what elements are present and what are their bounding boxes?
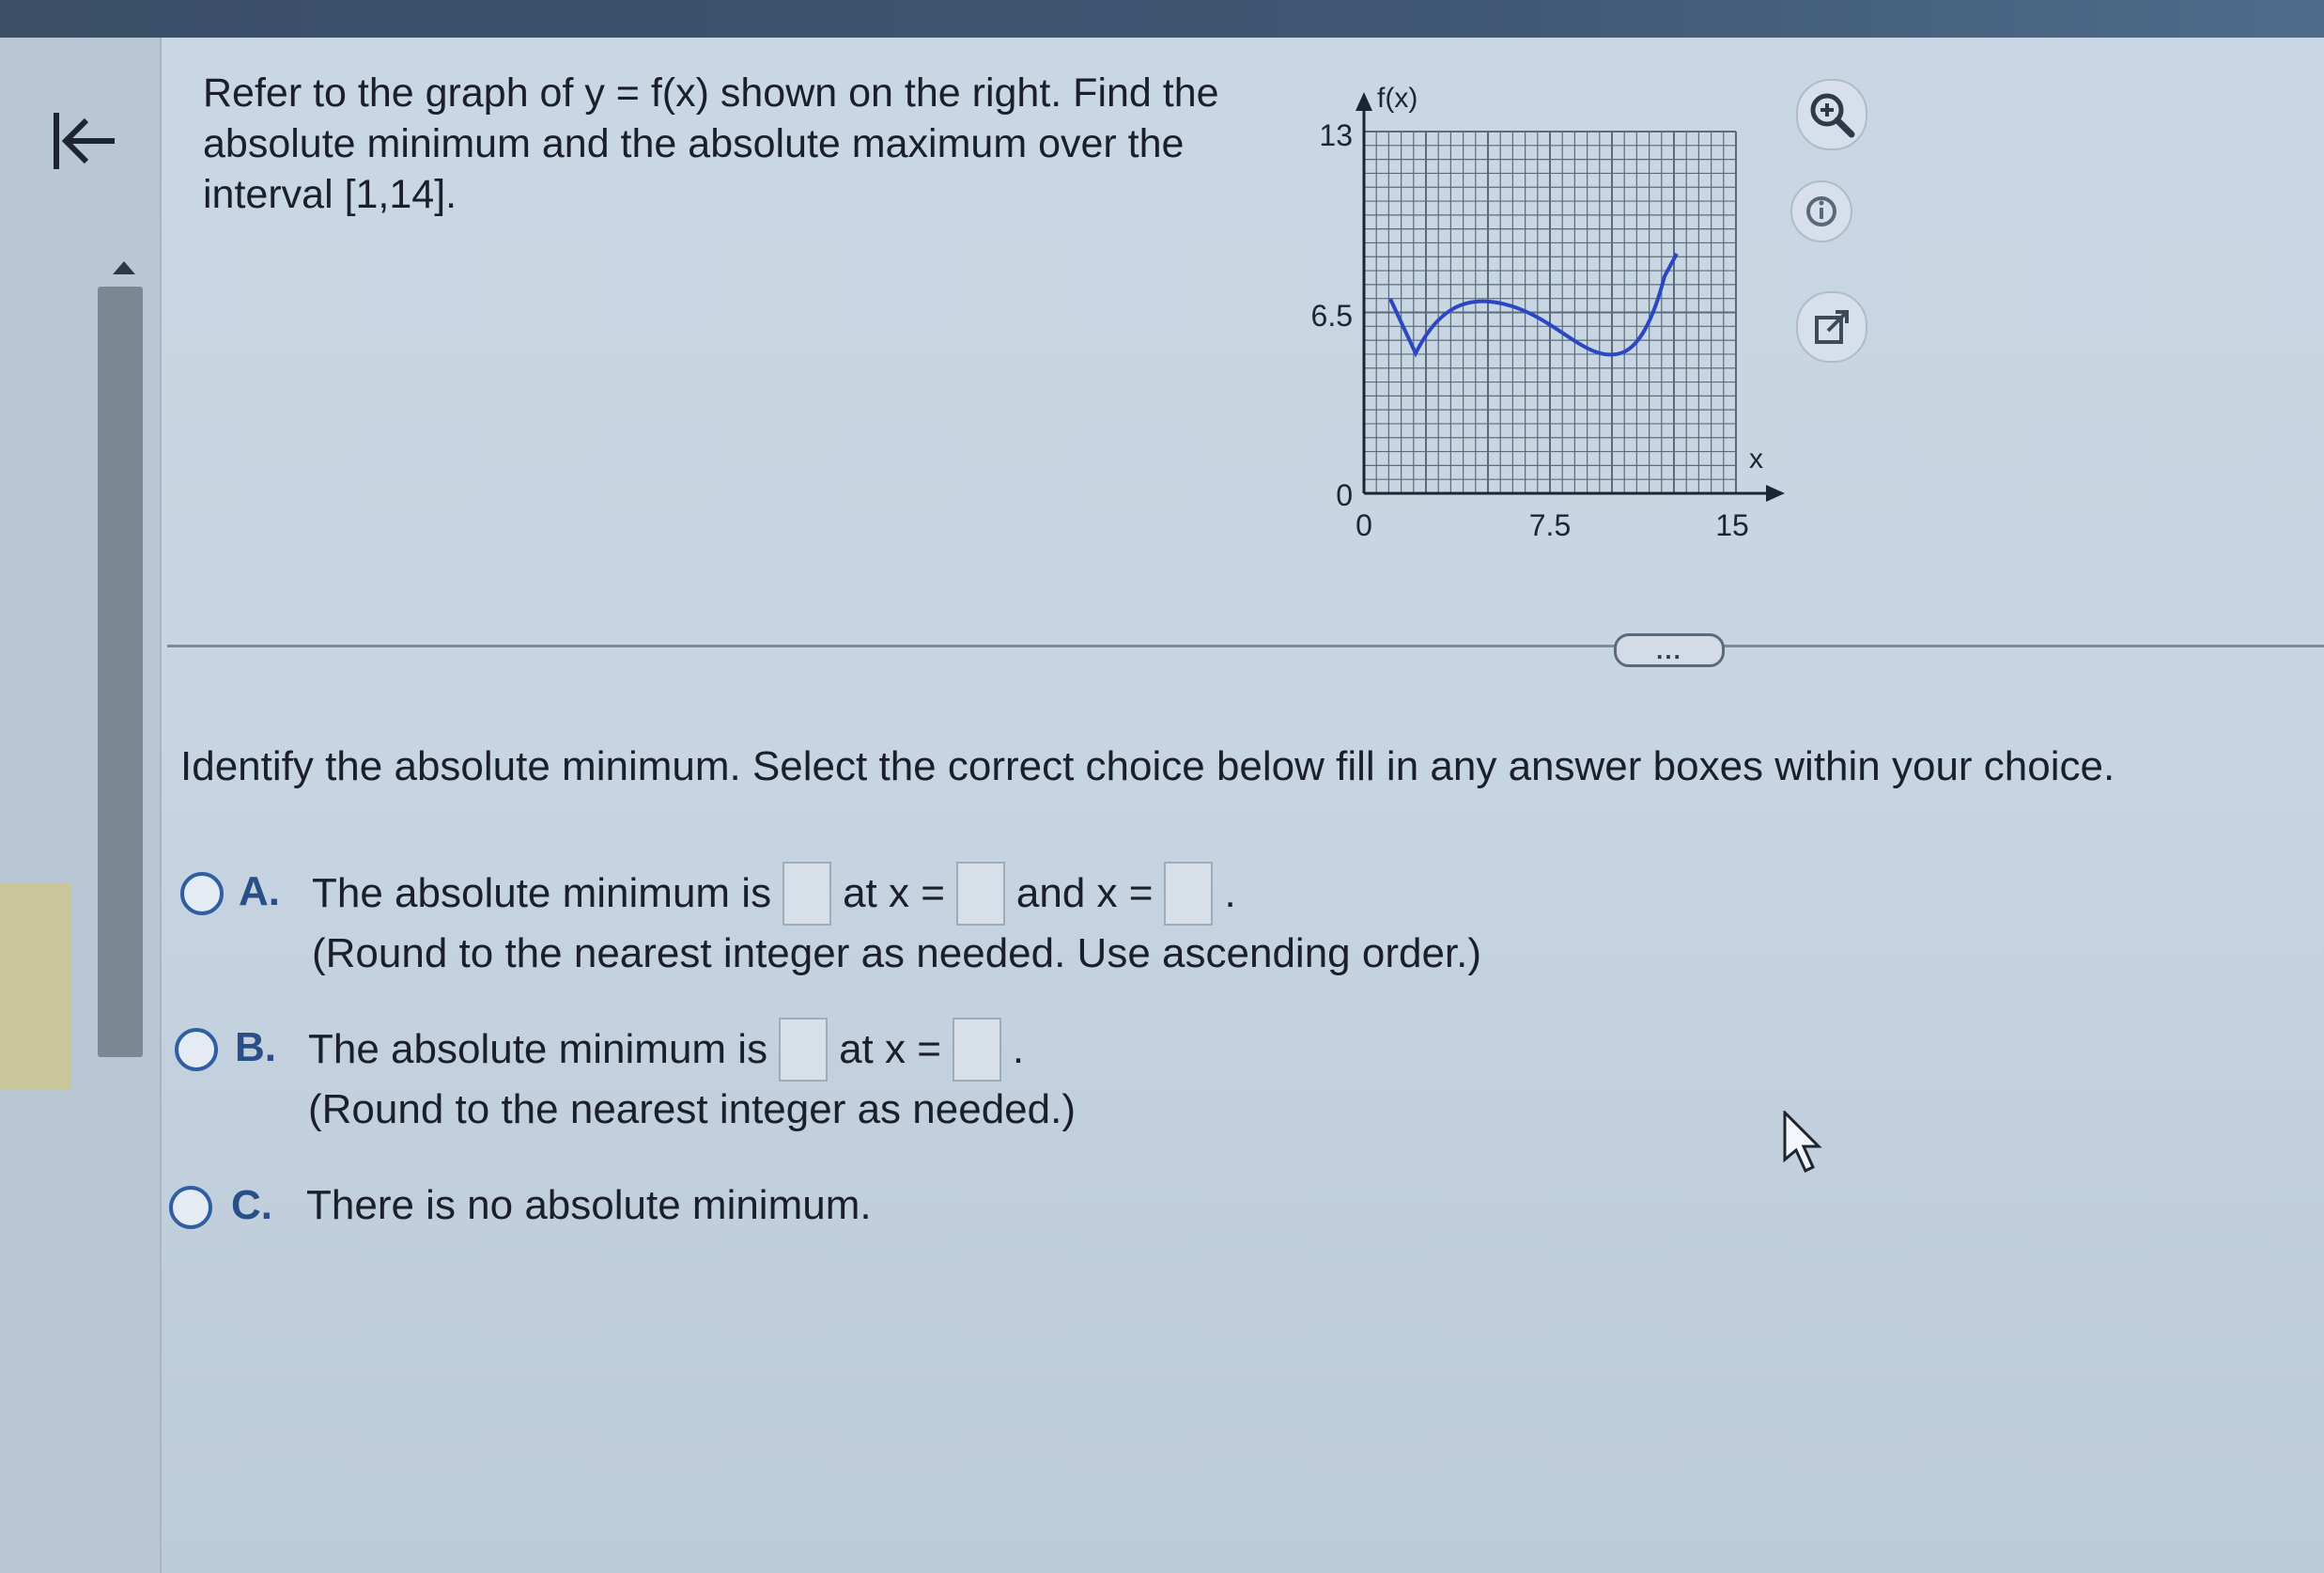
- choice-b-period: .: [1012, 1026, 1025, 1072]
- progress-highlight: [0, 883, 70, 1090]
- x-axis-label: x: [1749, 444, 1763, 475]
- zoom-button[interactable]: [1796, 79, 1867, 150]
- choice-b-text-1: The absolute minimum is: [308, 1026, 768, 1072]
- collapse-panel-button[interactable]: [38, 94, 132, 188]
- choice-b-text-2: at x =: [839, 1026, 941, 1072]
- question-line-1: Refer to the graph of y = f(x) shown on the right. Find the: [203, 70, 1219, 116]
- choice-a-period: .: [1224, 870, 1236, 916]
- zoom-in-icon: [1806, 89, 1857, 140]
- choice-c-radio[interactable]: [169, 1186, 212, 1229]
- y-tick-0: 0: [1336, 478, 1353, 512]
- info-icon: [1803, 193, 1840, 230]
- choice-b-note: (Round to the nearest integer as needed.): [308, 1086, 1076, 1132]
- x-axis-arrow: [1766, 485, 1785, 502]
- function-graph: [1287, 75, 1813, 564]
- choice-b-line: [308, 1018, 1024, 1082]
- y-tick-13: 13: [1319, 118, 1353, 152]
- instruction-text: Identify the absolute minimum. Select the correct choice below fill in any answer boxes within your choice.: [180, 743, 2115, 789]
- choice-b-radio[interactable]: [175, 1028, 218, 1071]
- choice-a-note: (Round to the nearest integer as needed. Use ascending order.): [312, 930, 1482, 976]
- x-tick-0: 0: [1356, 508, 1372, 542]
- back-to-start-icon: [47, 103, 122, 179]
- choice-a-x2-input[interactable]: [1164, 862, 1213, 926]
- choice-c-text: There is no absolute minimum.: [306, 1182, 872, 1228]
- question-line-3: interval [1,14].: [203, 172, 457, 217]
- choice-c[interactable]: [162, 1178, 1289, 1238]
- question-line-2: absolute minimum and the absolute maximum over the: [203, 121, 1185, 166]
- choice-a-letter: A.: [239, 868, 280, 914]
- choice-a-text-1: The absolute minimum is: [312, 870, 772, 916]
- choice-a-line: [312, 862, 1236, 926]
- y-axis-label: f(x): [1377, 83, 1418, 114]
- choice-a-min-value-input[interactable]: [782, 862, 831, 926]
- choice-b-x-input[interactable]: [953, 1018, 1001, 1082]
- y-axis-arrow: [1356, 92, 1372, 111]
- graph-grid: [1364, 132, 1736, 493]
- choice-b-min-value-input[interactable]: [779, 1018, 828, 1082]
- more-button[interactable]: ...: [1614, 633, 1725, 667]
- top-bar: [0, 0, 2324, 38]
- choice-b[interactable]: [162, 1020, 1571, 1152]
- x-tick-7-5: 7.5: [1528, 508, 1572, 542]
- choice-b-letter: B.: [235, 1024, 276, 1070]
- choice-c-letter: C.: [231, 1182, 272, 1228]
- x-tick-15: 15: [1715, 508, 1749, 542]
- scrollbar-thumb[interactable]: [98, 287, 143, 1057]
- y-tick-6-5: 6.5: [1310, 299, 1353, 333]
- popout-button[interactable]: [1796, 291, 1867, 363]
- function-curve: [1390, 254, 1677, 354]
- help-button[interactable]: [1790, 180, 1852, 242]
- scroll-up-button[interactable]: [105, 254, 143, 282]
- triangle-up-icon: [113, 261, 135, 274]
- question-text: [203, 68, 1236, 220]
- mouse-pointer-icon: [1781, 1111, 1828, 1176]
- choice-a-text-3: and x =: [1015, 870, 1154, 916]
- choice-a-text-2: at x =: [843, 870, 945, 916]
- choice-a-radio[interactable]: [180, 872, 224, 915]
- choice-a-x1-input[interactable]: [956, 862, 1005, 926]
- external-link-icon: [1811, 306, 1852, 348]
- section-divider: [167, 645, 2324, 647]
- choice-a[interactable]: [162, 864, 1571, 996]
